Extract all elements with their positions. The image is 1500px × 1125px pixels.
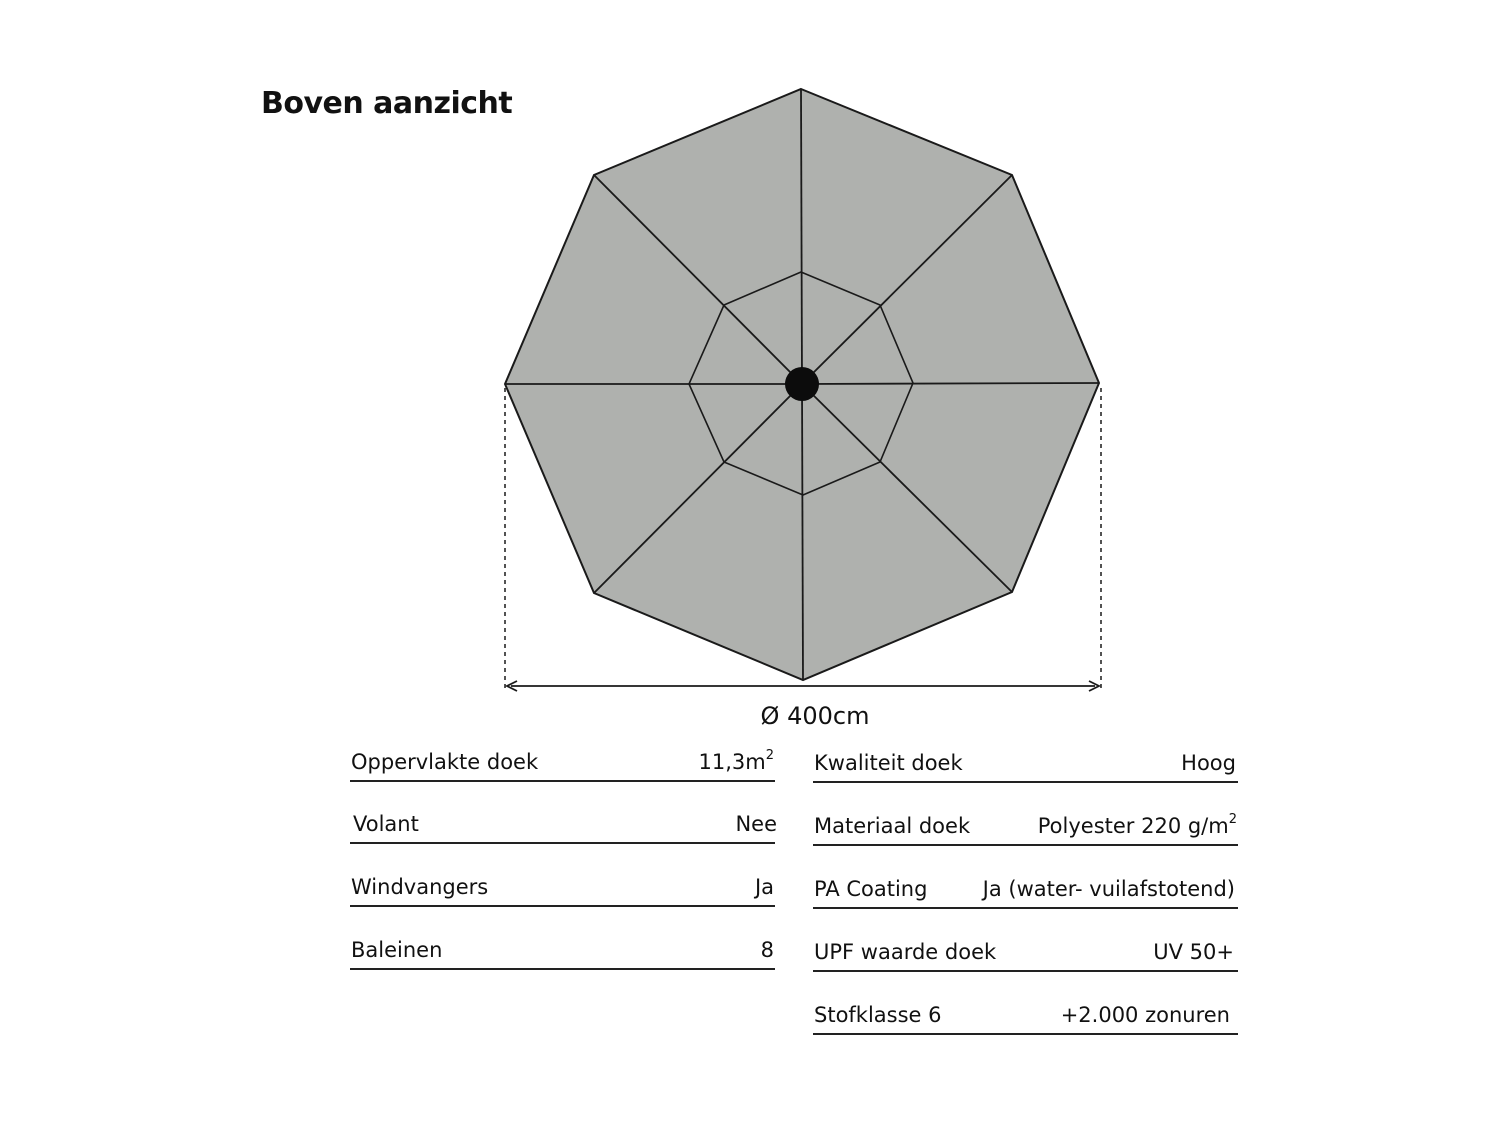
spec-value: 8 — [760, 938, 774, 962]
page-title: Boven aanzicht — [261, 86, 513, 121]
spec-row-pa-coating — [813, 871, 1238, 909]
spec-value: Ja (water- vuilafstotend) — [982, 877, 1235, 901]
spec-row-windvangers — [350, 869, 775, 907]
diameter-label: Ø 400cm — [760, 702, 870, 730]
spec-value: Polyester 220 $g/m^2$ — [1037, 812, 1237, 838]
spec-label: Kwaliteit doek — [814, 751, 963, 775]
spec-row-materiaal — [813, 808, 1238, 846]
spec-label: Stofklasse 6 — [814, 1003, 942, 1027]
spec-label: Volant — [353, 812, 419, 836]
spec-value: $11,3m^2$ — [698, 748, 774, 774]
center-pole — [785, 367, 819, 401]
spec-label: Windvangers — [351, 875, 489, 899]
spec-label: Materiaal doek — [814, 814, 971, 838]
spec-row-kwaliteit — [813, 745, 1238, 783]
spec-value: Ja — [754, 875, 774, 899]
spec-label: UPF waarde doek — [814, 940, 997, 964]
spec-row-volant — [350, 806, 775, 844]
spec-value: UV 50+ — [1153, 940, 1234, 964]
spec-value: Hoog — [1181, 751, 1236, 775]
spec-label: PA Coating — [814, 877, 928, 901]
spec-row-baleinen — [350, 932, 775, 970]
spec-label: Baleinen — [351, 938, 443, 962]
spec-value: +2.000 zonuren — [1060, 1003, 1230, 1027]
spec-row-stofklasse — [813, 997, 1238, 1035]
spec-row-upf — [813, 934, 1238, 972]
spec-row-oppervlakte — [350, 744, 775, 782]
spec-value: Nee — [735, 812, 777, 836]
spec-label: Oppervlakte doek — [351, 750, 539, 774]
